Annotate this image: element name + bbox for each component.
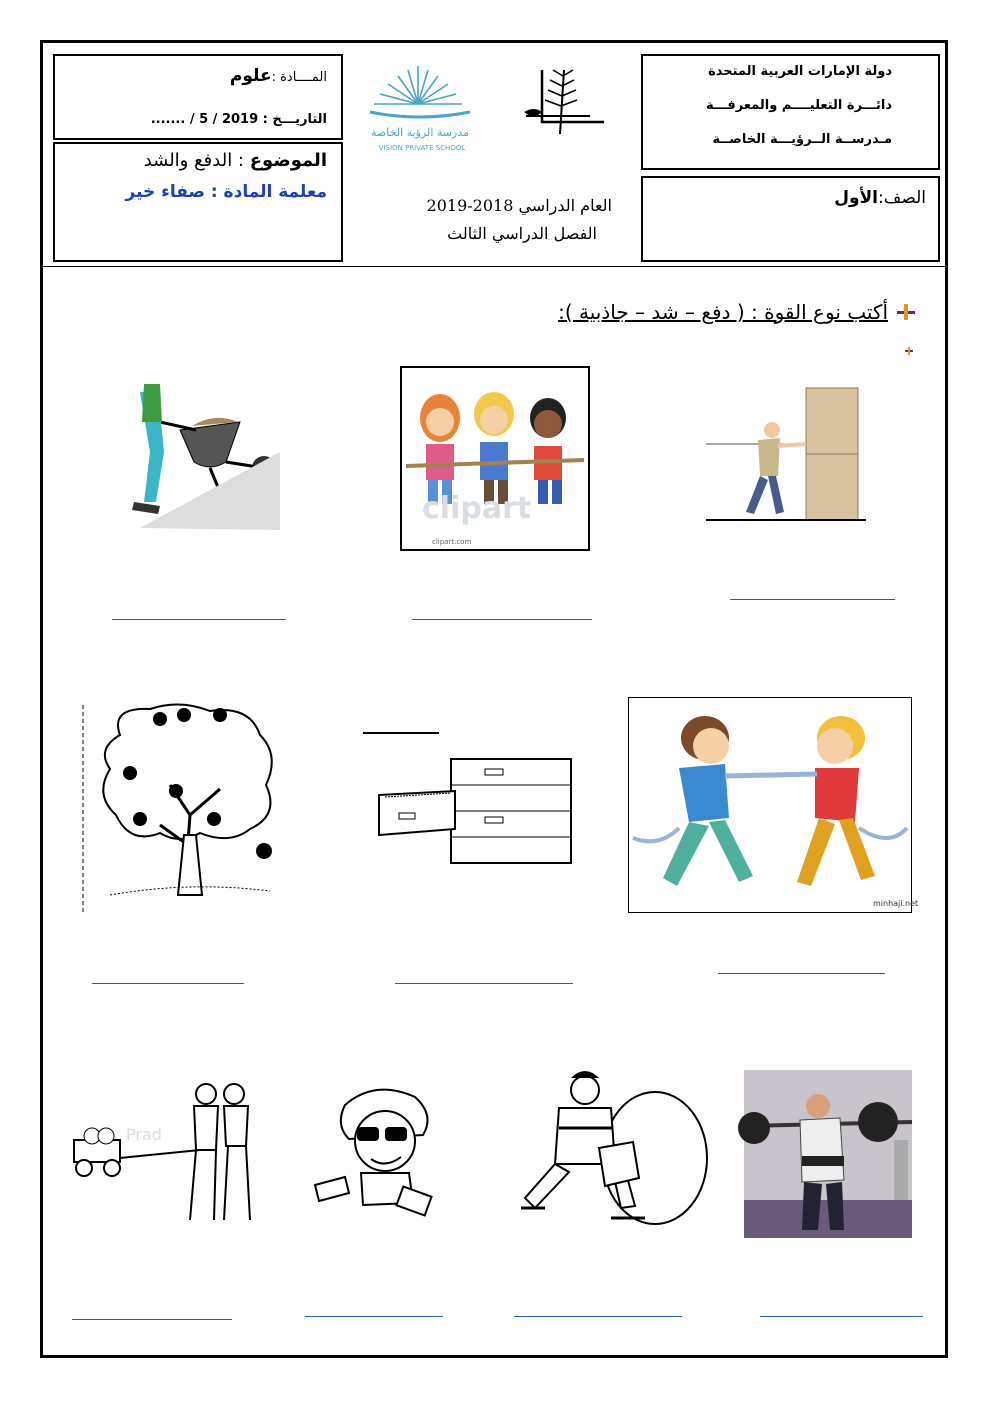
logo-english-text: VISION PRIVATE SCHOOL [378,144,466,152]
topic-box [53,142,343,262]
svg-text:Prad: Prad [126,1125,162,1144]
man-pushing-boxes-image [706,366,866,526]
underline-mark [363,732,439,734]
subject-value: علوم [229,66,272,86]
tug-of-war-kids-image [400,366,590,551]
topic-line [144,150,327,171]
apple-tree-image [80,705,290,917]
answer-line-1[interactable] [112,619,286,620]
teacher-line [126,182,328,202]
answer-line-6[interactable] [718,973,885,974]
weightlifter-image [744,1070,912,1238]
wagon-couple-image [70,1080,270,1225]
svg-text:clipart: clipart [422,491,532,526]
term: الفصل الدراسي الثالث [447,224,597,243]
small-bullet-icon [904,340,914,348]
subject-label: المــــادة : [271,70,327,85]
emirates-emblem-icon [520,62,606,142]
file-drawer-image [375,755,575,867]
bullet-icon [895,302,917,322]
department-text: دائـــرة التعليــــم والمعرفـــة [706,98,892,113]
date-label: التاريـــخ : [262,112,327,127]
school-info-box [641,54,940,170]
answer-line-4[interactable] [92,983,244,984]
subject-line [230,66,327,86]
answer-line-9[interactable] [514,1316,682,1317]
grade-line [834,188,926,208]
topic-label: الموضوع [249,150,327,171]
boy-suitcase-image [305,1085,460,1230]
subject-box [53,54,343,140]
answer-line-10[interactable] [760,1316,923,1317]
date-line [151,112,327,127]
snowball-push-image [515,1068,710,1230]
grade-box [641,176,940,262]
academic-year: العام الدراسي 2018-2019 [426,196,612,215]
grade-value: الأول [834,188,879,208]
answer-line-3[interactable] [730,599,895,600]
answer-line-5[interactable] [395,983,573,984]
minhaji-watermark: minhaji.net [873,899,919,908]
school-text: مـدرســة الــرؤيـــة الخاصــة [712,132,892,147]
country-text: دولة الإمارات العربية المتحدة [708,64,892,79]
tug-of-war-boys-image [628,697,919,913]
topic-value: : الدفع والشد [143,150,244,171]
date-value: ....... / 5 / 2019 [150,112,259,127]
answer-line-7[interactable] [72,1319,232,1320]
header-divider [43,266,945,267]
instruction-text: أكتب نوع القوة : ( دفع – شد – جاذبية ): [558,300,888,324]
logo-arabic-text: مدرسة الرؤية الخاصة [371,126,469,139]
clipart-watermark: clipart.com [432,538,472,546]
grade-label: الصف: [878,188,926,208]
answer-line-2[interactable] [412,619,592,620]
answer-line-8[interactable] [305,1316,443,1317]
teacher-value: صفاء خير [125,182,205,202]
vision-school-logo [360,64,490,154]
wheelbarrow-image [120,382,280,530]
teacher-label: معلمة المادة : [210,182,327,202]
